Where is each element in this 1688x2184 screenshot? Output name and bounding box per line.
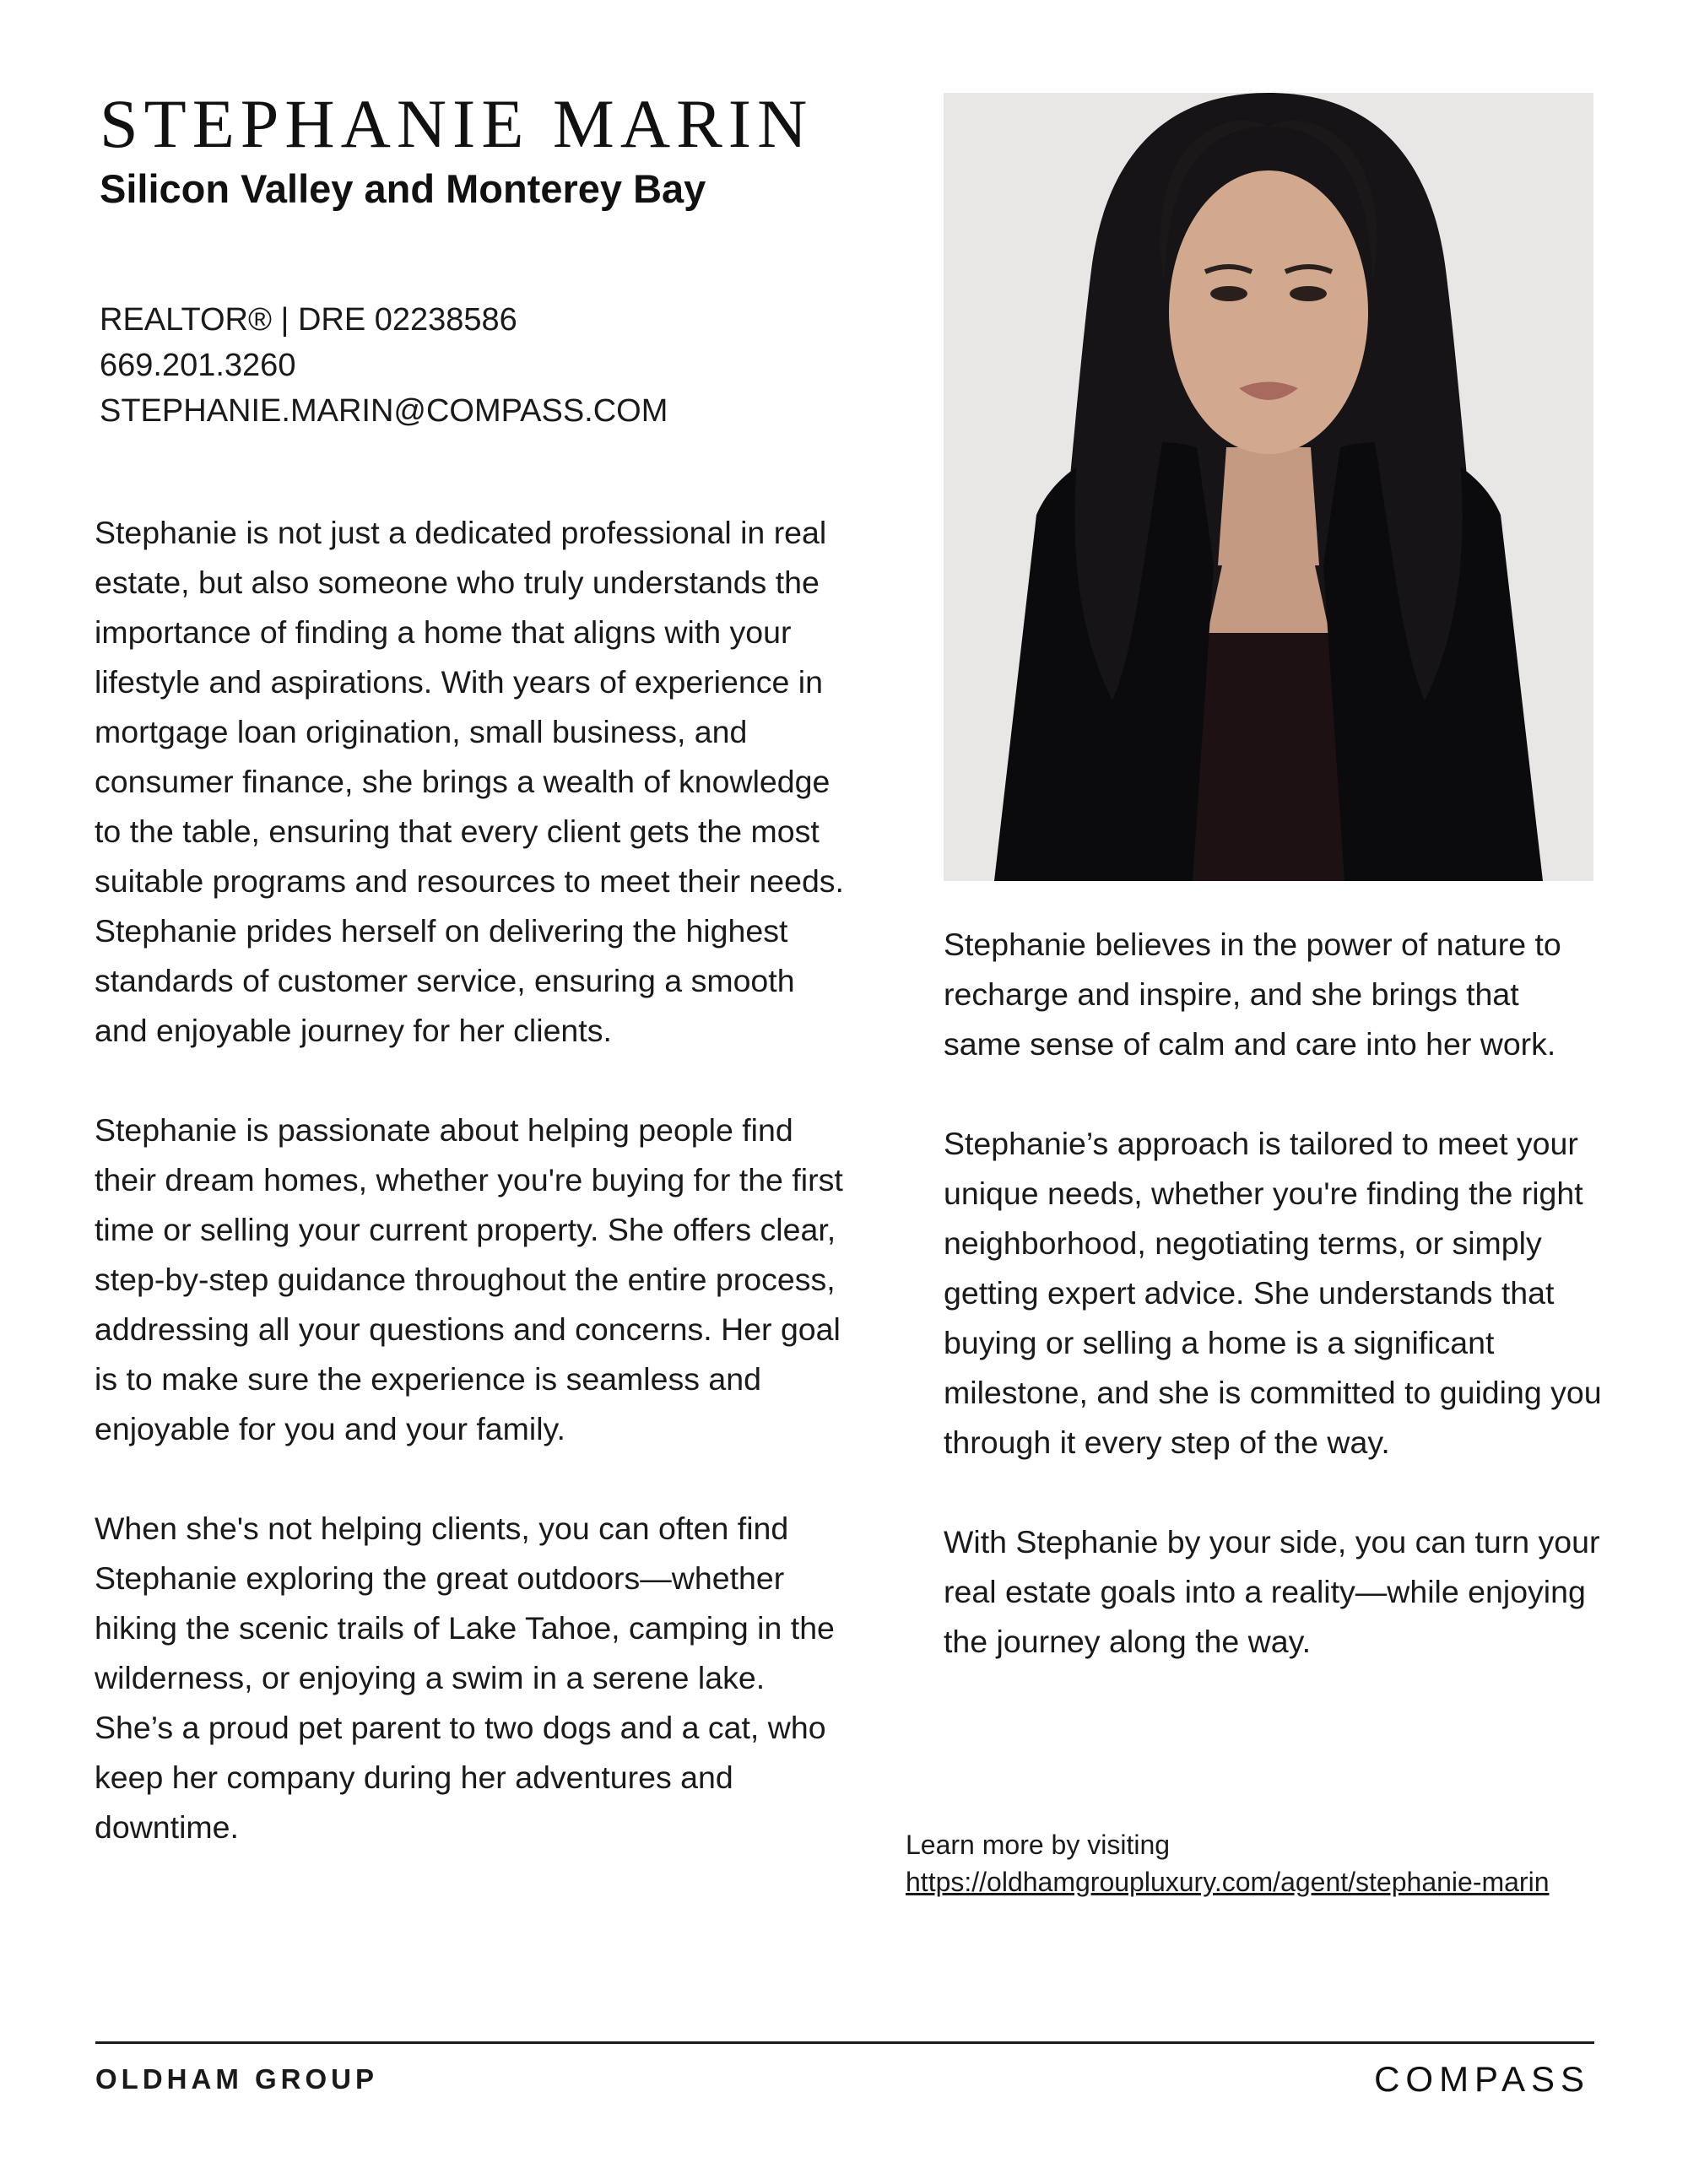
agent-profile-link[interactable]: https://oldhamgroupluxury.com/agent/stephanie-marin [906,1867,1550,1897]
bio-paragraph: When she's not helping clients, you can often find Stephanie exploring the great outdoors—whether hiking the scenic trails of Lake Tahoe, camping in the wilderness, or enjoying a swim in a serene lake. She’s a proud pet parent to two dogs and a cat, who keep her company during her adventures and downtime. [95,1511,835,1845]
bio-left-column [95,508,846,1852]
bio-right-column [944,920,1602,1667]
license-line: REALTOR® | DRE 02238586 [100,302,517,338]
learn-more-text: Learn more by visiting [906,1830,1171,1860]
contact-block [100,297,668,434]
compass-logo: COMPASS [1374,2059,1590,2099]
bio-paragraph: With Stephanie by your side, you can turn your real estate goals into a reality—while enjoying the journey along the way. [944,1524,1600,1659]
agent-name: STEPHANIE MARIN [100,85,814,162]
portrait-illustration [944,93,1593,881]
oldham-group-logo: OLDHAM GROUP [95,2063,378,2095]
learn-more-block [906,1826,1549,1900]
phone-line: 669.201.3260 [100,348,296,383]
email-line: STEPHANIE.MARIN@COMPASS.COM [100,393,668,429]
bio-paragraph: Stephanie’s approach is tailored to meet your unique needs, whether you're finding the right neighborhood, negotiating terms, or simply getting expert advice. She understands that buying or selling a home is a significant milestone, and she is committed to guiding you through it every step of the way. [944,1126,1602,1460]
bio-paragraph: Stephanie is passionate about helping people find their dream homes, whether you're buying for the first time or selling your current property. She offers clear, step-by-step guidance throughout the entire process, addressing all your questions and concerns. Her goal is to make sure the experience is seamless and enjoyable for you and your family. [95,1112,843,1446]
bio-paragraph: Stephanie is not just a dedicated professional in real estate, but also someone who truly understands the importance of finding a home that aligns with your lifestyle and aspirations. With years of experience in mortgage loan origination, small business, and consumer finance, she brings a wealth of knowledge to the table, ensuring that every client gets the most suitable programs and resources to meet their needs. Stephanie prides herself on delivering the highest standards of customer service, ensuring a smooth and enjoyable journey for her clients. [95,515,844,1048]
agent-portrait [944,93,1593,881]
bio-paragraph: Stephanie believes in the power of nature to recharge and inspire, and she brings that same sense of calm and care into her work. [944,927,1561,1062]
footer-divider [95,2041,1594,2044]
agent-region: Silicon Valley and Monterey Bay [100,166,706,211]
